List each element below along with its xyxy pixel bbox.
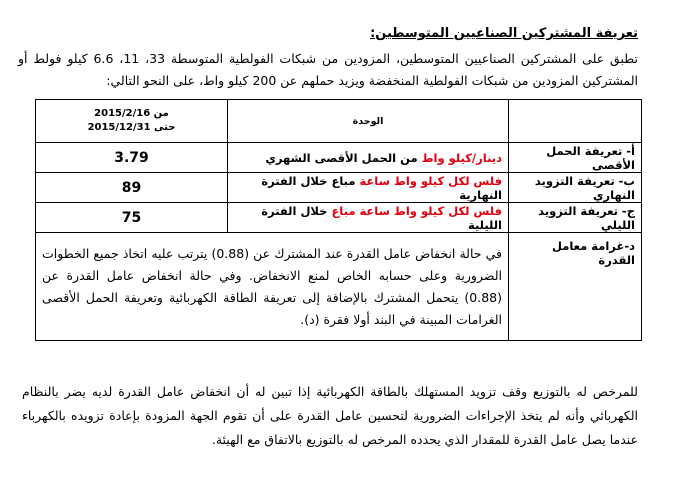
row-unit-red: فلس لكل كيلو واط ساعة	[359, 173, 502, 188]
row-unit-red: دينار/كيلو واط	[421, 150, 502, 165]
row-value-number: 3.79	[114, 149, 149, 166]
header-date-cell	[36, 100, 228, 143]
row-unit-rest: خلال الفترة الليلية	[261, 203, 502, 232]
table-header-row	[36, 100, 642, 143]
tariff-table	[35, 99, 642, 341]
row-category: أ- تعريفة الحمل الأقصى	[509, 143, 642, 173]
row-unit-rest: من الحمل الأقصى الشهري	[265, 150, 422, 165]
footer-paragraph: للمرخص له بالتوزيع وقف تزويد المستهلك بالطاقة الكهربائية إذا تبين له أن انخفاض عامل القدرة لديه يضر بالنظام الكهربائي وأنه لم يتخذ الإجراءات الضرورية لتحسين عامل القدرة على أن تقوم الجهة المزودة بإعادة تزويده بالكهرباء عندما يصل عامل القدرة للمقدار الذي يحدده المرخص له بالتوزيع بالاتفاق مع الهيئة.	[22, 384, 638, 447]
header-unit-cell: الوحدة	[228, 100, 509, 143]
table-row	[36, 173, 642, 203]
date-to: حتى 2015/12/31	[87, 122, 176, 133]
row-category: ب- تعريفة التزويد النهاري	[509, 173, 642, 203]
penalty-row	[36, 233, 642, 341]
penalty-text: في حالة انخفاض عامل القدرة عند المشترك عن (0.88) يترتب عليه اتخاذ جميع الخطوات الضرورية وعلى حسابه الخاص لمنع الانخفاض. وفي حالة انخفاض عامل القدرة عن (0.88) يتحمل المشترك بالإضافة إلى تعريفة الطاقة الكهربائية وتعريفة الحمل الأقصى الغرامات المبينة في البند أولا فقرة (د).	[36, 233, 509, 341]
row-category: ج- تعريفة التزويد الليلي	[509, 203, 642, 233]
row-value	[36, 143, 228, 173]
date-from: من 2015/2/16	[94, 108, 169, 119]
table-row	[36, 203, 642, 233]
intro-paragraph: تطبق على المشتركين الصناعيين المتوسطين، المزودين من شبكات الفولطية المتوسطة 33، 11، 6.6 كيلو فولط أو المشتركين المزودين من شبكات الفولطية المنخفضة ويزيد حملهم عن 200 كيلو واط، على النحو التالي:	[18, 51, 638, 88]
row-unit-rest: مباع خلال الفترة النهارية	[261, 173, 502, 202]
row-value-number: 89	[121, 179, 142, 196]
row-unit	[228, 173, 509, 203]
row-value	[36, 203, 228, 233]
section-heading: تعريفة المشتركين الصناعيين المتوسطين:	[370, 26, 638, 41]
header-category-cell	[509, 100, 642, 143]
penalty-category: د-غرامة معامل القدرة	[509, 233, 642, 341]
row-unit	[228, 143, 509, 173]
row-value-number: 75	[121, 209, 142, 226]
table-row	[36, 143, 642, 173]
row-value	[36, 173, 228, 203]
row-unit-red: فلس لكل كيلو واط ساعة مباع	[331, 203, 502, 218]
row-unit	[228, 203, 509, 233]
